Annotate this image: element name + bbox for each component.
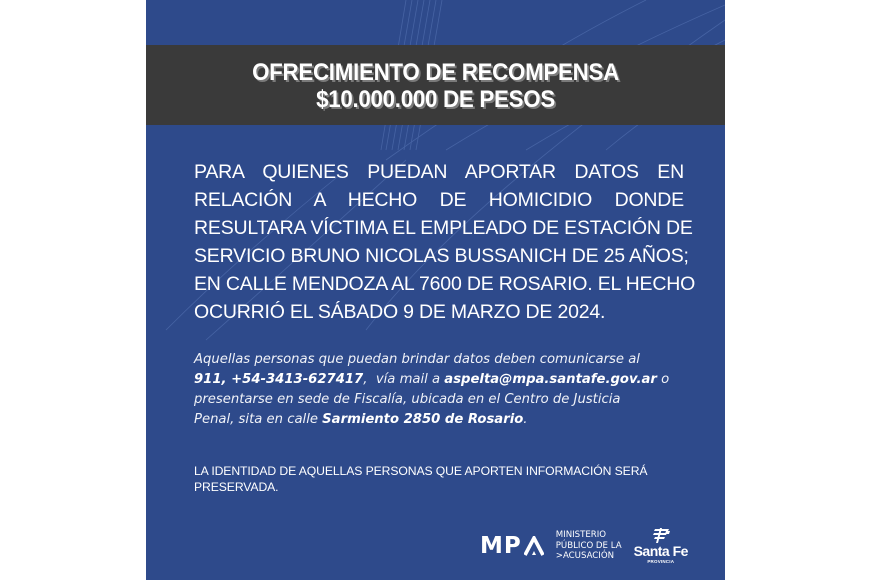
santafe-logo: [634, 528, 688, 565]
title-reward-amount: $10.000.000 DE PESOS: [316, 86, 555, 113]
contact-intro: Aquellas personas que puedan brindar datos deben comunicarse al: [194, 352, 640, 367]
santafe-subtitle: PROVINCIA: [647, 558, 675, 564]
footer-logos: [480, 526, 688, 566]
case-description-line: SERVICIO BRUNO NICOLAS BUSSANICH DE 25 AÑOS;: [194, 245, 689, 267]
contact-presentarse: presentarse en sede de Fiscalía, ubicada en el Centro de Justicia: [194, 392, 621, 407]
contact-phones: 911, +54-3413-627417: [194, 372, 364, 387]
case-description-line: RESULTARA VÍCTIMA EL EMPLEADO DE ESTACIÓN DE: [194, 217, 693, 239]
identity-notice-line: LA IDENTIDAD DE AQUELLAS PERSONAS QUE APORTEN INFORMACIÓN SERÁ: [194, 464, 648, 478]
contact-instructions: [194, 350, 674, 430]
contact-via-mail: , vía mail a: [363, 372, 445, 387]
title-reward-offer: OFRECIMIENTO DE RECOMPENSA: [252, 59, 619, 86]
case-description-line: OCURRIÓ EL SÁBADO 9 DE MARZO DE 2024.: [194, 301, 606, 323]
case-description-line: PARA QUIENES PUEDAN APORTAR DATOS EN: [194, 161, 684, 183]
mpa-chevron-a-icon: [524, 536, 544, 556]
mpa-full-name: [556, 530, 622, 562]
case-description: [194, 158, 696, 326]
contact-email: aspelta@mpa.santafe.gov.ar: [444, 372, 657, 387]
mpa-name-line: MINISTERIO: [555, 530, 607, 541]
case-description-line: RELACIÓN A HECHO DE HOMICIDIO DONDE: [194, 189, 684, 211]
contact-period: .: [523, 412, 528, 427]
contact-or: o: [656, 372, 670, 387]
mpa-name-line: PÚBLICO DE LA: [555, 540, 622, 551]
mpa-acronym: MP: [480, 533, 522, 559]
case-description-line: EN CALLE MENDOZA AL 7600 DE ROSARIO. EL HECHO: [194, 273, 696, 295]
title-band: [146, 45, 725, 125]
identity-notice: [194, 463, 694, 495]
identity-notice-line: PRESERVADA.: [194, 480, 279, 494]
santafe-name: Santa Fe: [633, 542, 688, 559]
contact-penal: Penal, sita en calle: [194, 412, 323, 427]
mpa-name-line: >ACUSACIÓN: [555, 551, 615, 562]
contact-address: Sarmiento 2850 de Rosario: [322, 412, 524, 427]
mpa-logo: [480, 533, 544, 559]
reward-poster: [146, 0, 725, 580]
santafe-emblem-icon: [651, 528, 671, 544]
